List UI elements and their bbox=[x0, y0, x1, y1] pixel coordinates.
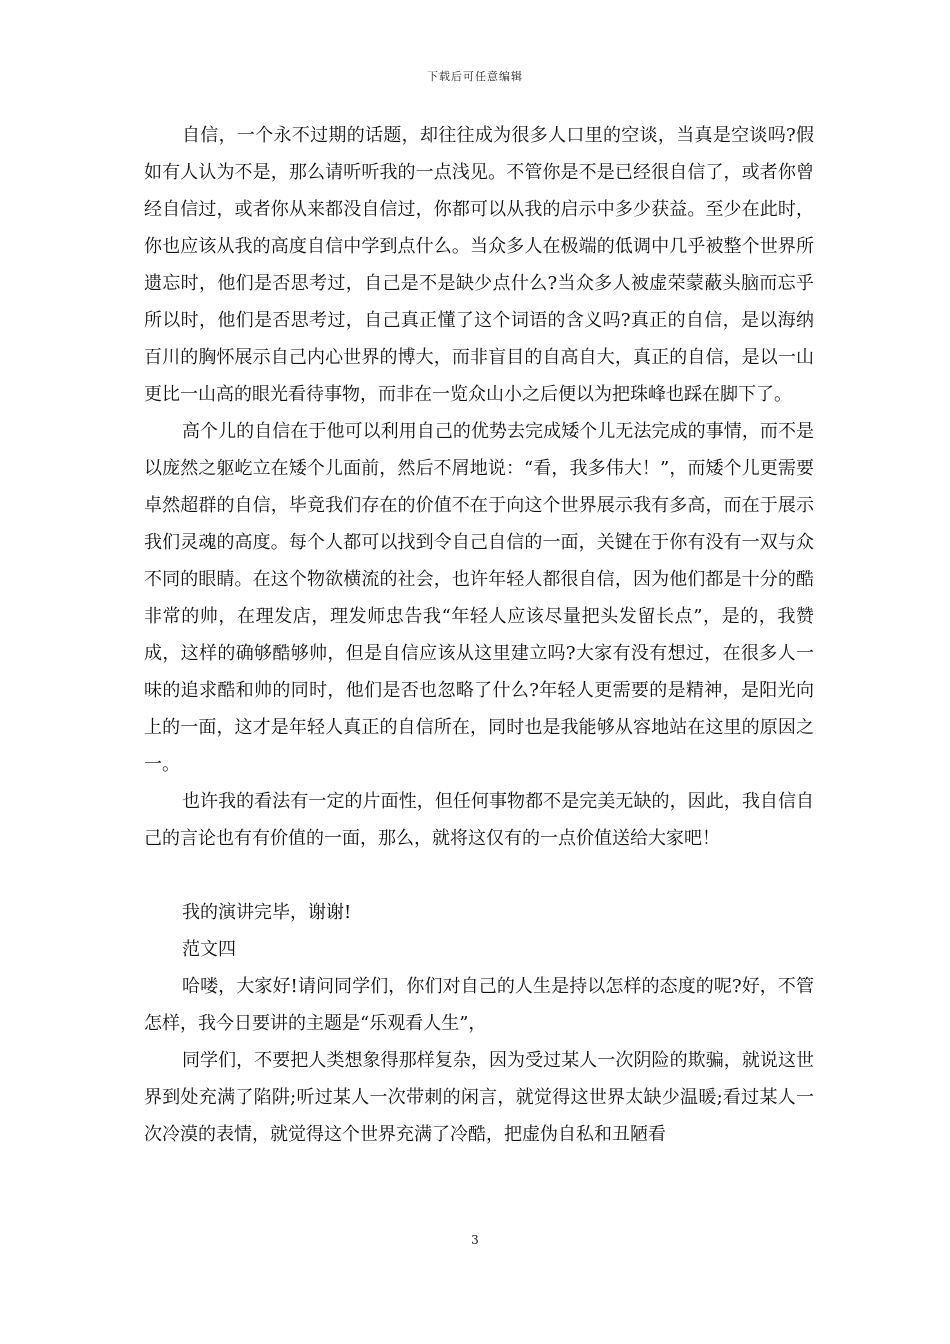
document-body bbox=[144, 117, 814, 1153]
paragraph-spacer bbox=[144, 857, 814, 894]
paragraph-2: 高个儿的自信在于他可以利用自己的优势去完成矮个儿无法完成的事情，而不是以庞然之躯屹立在矮个儿面前，然后不屑地说：“看，我多伟大！”，而矮个儿更需要卓然超群的自信，毕竟我们存在的价值不在于向这个世界展示我有多高，而在于展示我们灵魂的高度。每个人都可以找到令自己自信的一面，关键在于你有没有一双与众不同的眼睛。在这个物欲横流的社会，也许年轻人都很自信，因为他们都是十分的酷非常的帅，在理发店，理发师忠告我“年轻人应该尽量把头发留长点”，是的，我赞成，这样的确够酷够帅，但是自信应该从这里建立吗?大家有没有想过，在很多人一味的追求酷和帅的同时，他们是否也忽略了什么?年轻人更需要的是精神，是阳光向上的一面，这才是年轻人真正的自信所在，同时也是我能够从容地站在这里的原因之一。 bbox=[144, 421, 814, 775]
page-header: 下载后可任意编辑 bbox=[427, 70, 523, 83]
paragraph-7: 同学们，不要把人类想象得那样复杂，因为受过某人一次阴险的欺骗，就说这世界到处充满了陷阱;听过某人一次带刺的闲言，就觉得这世界太缺少温暖;看过某人一次冷漠的表情，就觉得这个世界充满了冷酷，把虚伪自私和丑陋看 bbox=[144, 1050, 814, 1145]
paragraph-3: 也许我的看法有一定的片面性，但任何事物都不是完美无缺的，因此，我自信自己的言论也有有价值的一面，那么，就将这仅有的一点价值送给大家吧！ bbox=[144, 791, 814, 849]
closing-line: 我的演讲完毕，谢谢! bbox=[182, 902, 352, 923]
page-number: 3 bbox=[471, 1233, 479, 1247]
section-title: 范文四 bbox=[182, 939, 236, 960]
paragraph-6: 哈喽，大家好!请问同学们，你们对自己的人生是持以怎样的态度的呢?好，不管怎样，我今日要讲的主题是“乐观看人生”， bbox=[144, 976, 814, 1034]
paragraph-1: 自信，一个永不过期的话题，却往往成为很多人口里的空谈，当真是空谈吗?假如有人认为不是，那么请听听我的一点浅见。不管你是不是已经很自信了，或者你曾经自信过，或者你从来都没自信过，你都可以从我的启示中多少获益。至少在此时，你也应该从我的高度自信中学到点什么。当众多人在极端的低调中几乎被整个世界所遗忘时，他们是否思考过，自己是不是缺少点什么?当众多人被虚荣蒙蔽头脑而忘乎所以时，他们是否思考过，自己真正懂了这个词语的含义吗?真正的自信，是以海纳百川的胸怀展示自己内心世界的博大，而非盲目的自高自大，真正的自信，是以一山更比一山高的眼光看待事物，而非在一览众山小之后便以为把珠峰也踩在脚下了。 bbox=[144, 125, 814, 405]
